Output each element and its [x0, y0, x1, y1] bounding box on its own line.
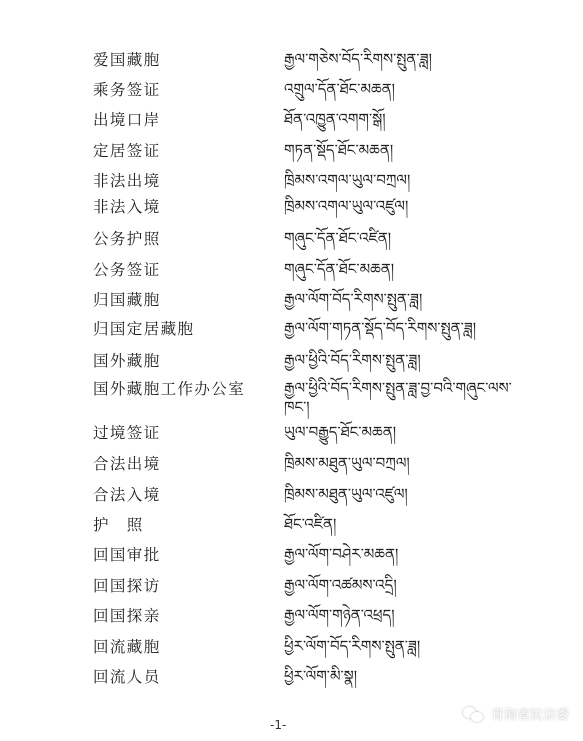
- chinese-term: 非法出境: [93, 172, 161, 190]
- tibetan-term: རྒྱལ་ལོག་བོད་རིགས་སྤུན་ཟླ།: [284, 290, 423, 308]
- tibetan-term: ཁྲིམས་འགལ་ཡུལ་འཛུལ།: [284, 197, 409, 215]
- tibetan-term: རྒྱལ་ཕྱིའི་བོད་རིགས་སྤུན་ཟླ།: [284, 351, 421, 369]
- tibetan-term: རྒྱལ་ལོག་འཚམས་འདྲི།: [284, 576, 397, 594]
- tibetan-term: ཁྲིམས་མཐུན་ཡུལ་བཀྲལ།: [284, 454, 410, 472]
- tibetan-term: གཏན་སྡོད་ཐོང་མཆན།: [284, 141, 394, 159]
- tibetan-term: ཕྱིར་ལོག་བོད་རིགས་སྤུན་ཟླ།: [284, 637, 421, 655]
- tibetan-term: ཁྲིམས་འགལ་ཡུལ་བཀྲལ།: [284, 171, 411, 189]
- tibetan-term: གཞུང་དོན་ཐོང་མཆན།: [284, 260, 395, 278]
- tibetan-term: ཕྱིར་ལོག་མི་སྣ།: [284, 667, 358, 685]
- tibetan-term: རྒྱལ་ལོག་གཉེན་འཕྲད།: [284, 606, 395, 624]
- tibetan-term: རྒྱལ་ཕྱིའི་བོད་རིགས་སྤུན་ཟླ་བྱ་བའི་གཞུང་ལས་ཁང་།: [284, 379, 512, 416]
- chinese-term: 国外藏胞工作办公室: [93, 380, 246, 398]
- page-number: -1-: [270, 718, 287, 732]
- chinese-term: 出境口岸: [93, 111, 161, 129]
- tibetan-term: རྒྱལ་ལོག་གཏན་སྡོད་བོད་རིགས་སྤུན་ཟླ།: [284, 319, 477, 337]
- watermark-text: 青海省民宗委: [490, 708, 569, 723]
- tibetan-term: རྒྱལ་ལོག་བཤེར་མཆན།: [284, 545, 399, 563]
- chinese-term: 归国藏胞: [93, 291, 161, 309]
- chinese-term: 乘务签证: [93, 81, 161, 99]
- chinese-term: 爱国藏胞: [93, 51, 161, 69]
- tibetan-term: ཐོན་འཁྱུན་འགག་སྒོ།: [284, 110, 386, 128]
- tibetan-term: ཐོང་འཛིན།: [284, 515, 337, 533]
- chinese-term: 公务签证: [93, 261, 161, 279]
- chinese-term: 国外藏胞: [93, 352, 161, 370]
- chinese-term: 回国探访: [93, 577, 161, 595]
- tibetan-term: གཞུང་དོན་ཐོང་འཛིན།: [284, 229, 392, 247]
- chinese-term: 回流人员: [93, 668, 161, 686]
- chinese-term: 非法入境: [93, 198, 161, 216]
- tibetan-term: ཁྲིམས་མཐུན་ཡུལ་འཛུལ།: [284, 485, 408, 503]
- chinese-term: 合法出境: [93, 455, 161, 473]
- chinese-term: 回国探亲: [93, 607, 161, 625]
- chinese-term: 定居签证: [93, 142, 161, 160]
- chinese-term: 归国定居藏胞: [93, 320, 195, 338]
- wechat-icon: [463, 705, 485, 723]
- wechat-watermark: [463, 704, 569, 723]
- chinese-term: 公务护照: [93, 230, 161, 248]
- chinese-term: 护 照: [93, 516, 144, 534]
- tibetan-term: ཡུལ་བརྒྱུད་ཐོང་མཆན།: [284, 423, 397, 441]
- chinese-term: 回国审批: [93, 546, 161, 564]
- chinese-term: 回流藏胞: [93, 638, 161, 656]
- tibetan-term: རྒྱལ་གཅེས་བོད་རིགས་སྤུན་ཟླ།: [284, 50, 432, 68]
- chinese-term: 过境签证: [93, 424, 161, 442]
- chinese-term: 合法入境: [93, 486, 161, 504]
- tibetan-term: འགྲུལ་དོན་ཐོང་མཆན།: [284, 80, 396, 98]
